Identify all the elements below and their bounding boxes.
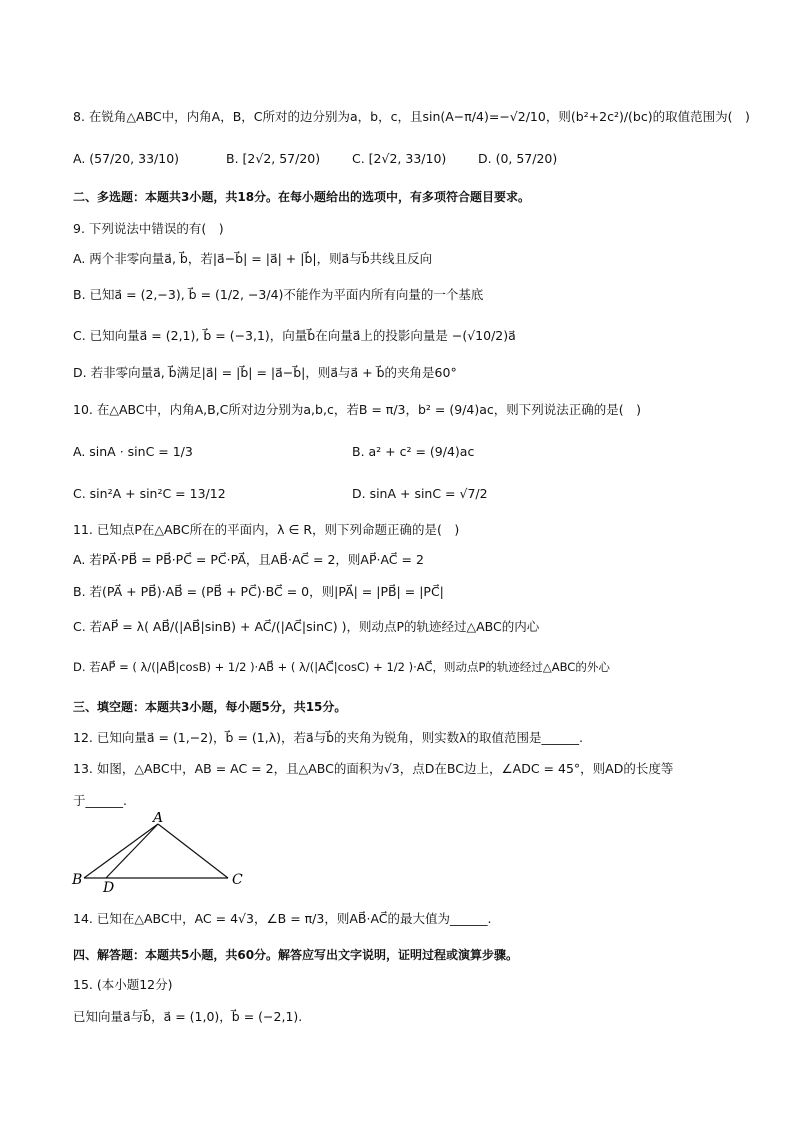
q9-option-b: B. 已知a⃗ = (2,−3), b⃗ = (1/2, −3/4)不能作为平面内所有向量的一个基底 <box>73 287 484 302</box>
q11-stem: 11. 已知点P在△ABC所在的平面内，λ ∈ R，则下列命题正确的是( ) <box>73 522 460 537</box>
q13-line2: 于______. <box>73 793 127 808</box>
q9-option-a: A. 两个非零向量a⃗, b⃗，若|a⃗−b⃗| = |a⃗| + |b⃗|，则a⃗与b⃗共线且反向 <box>73 251 433 266</box>
label-b: B <box>72 872 83 888</box>
q9-stem: 9. 下列说法中错误的有( ) <box>73 221 224 236</box>
q10-option-c: C. sin²A + sin²C = 13/12 <box>73 486 226 501</box>
label-c: C <box>232 872 243 888</box>
q8-stem: 8. 在锐角△ABC中，内角A，B，C所对的边分别为a，b，c，且sin(A−π/4)=−√2/10，则(b²+2c²)/(bc)的取值范围为( ) <box>73 109 750 124</box>
q15-text: 已知向量a⃗与b⃗，a⃗ = (1,0)，b⃗ = (−2,1). <box>73 1009 303 1024</box>
q8-option-a: A. (57/20, 33/10) <box>73 151 180 166</box>
q11-option-d: D. 若AP⃗ = ( λ/(|AB⃗|cosB) + 1/2 )·AB⃗ + ( λ/(|AC⃗|cosC) + 1/2 )·AC⃗，则动点P的轨迹经过△ABC的外心 <box>73 660 610 674</box>
segment-ad <box>106 824 158 878</box>
q15-header: 15. (本小题12分) <box>73 977 173 992</box>
section-heading-answer: 四、解答题：本题共5小题，共60分。解答应写出文字说明，证明过程或演算步骤。 <box>73 948 519 962</box>
q10-option-b: B. a² + c² = (9/4)ac <box>352 444 475 459</box>
section-heading-fill-in: 三、填空题：本题共3小题，每小题5分，共15分。 <box>73 700 347 714</box>
side-ab <box>84 824 158 878</box>
label-d: D <box>103 880 115 892</box>
q10-option-a: A. sinA · sinC = 1/3 <box>73 444 193 459</box>
q14-text: 14. 已知在△ABC中，AC = 4√3，∠B = π/3，则AB⃗·AC⃗的最大值为______. <box>73 911 492 926</box>
q10-option-d: D. sinA + sinC = √7/2 <box>352 486 488 501</box>
q13-line1: 13. 如图，△ABC中，AB = AC = 2，且△ABC的面积为√3，点D在BC边上，∠ADC = 45°，则AD的长度等 <box>73 761 674 776</box>
q11-option-a: A. 若PA⃗·PB⃗ = PB⃗·PC⃗ = PC⃗·PA⃗，且AB⃗·AC⃗ = 2，则AP⃗·AC⃗ = 2 <box>73 552 424 567</box>
q8-option-d: D. (0, 57/20) <box>478 151 558 166</box>
q12-text: 12. 已知向量a⃗ = (1,−2)，b⃗ = (1,λ)，若a⃗与b⃗的夹角为锐角，则实数λ的取值范围是______. <box>73 730 583 745</box>
label-a: A <box>153 812 164 826</box>
q8-option-b: B. [2√2, 57/20) <box>226 151 321 166</box>
section-heading-multiple-choice: 二、多选题：本题共3小题，共18分。在每小题给出的选项中，有多项符合题目要求。 <box>73 190 531 204</box>
triangle-figure <box>70 812 270 892</box>
q11-option-c: C. 若AP⃗ = λ( AB⃗/(|AB⃗|sinB) + AC⃗/(|AC⃗|sinC) )，则动点P的轨迹经过△ABC的内心 <box>73 619 540 634</box>
side-ac <box>158 824 228 878</box>
q8-option-c: C. [2√2, 33/10) <box>352 151 447 166</box>
q9-option-d: D. 若非零向量a⃗, b⃗满足|a⃗| = |b⃗| = |a⃗−b⃗|，则a⃗与a⃗ + b⃗的夹角是60° <box>73 365 457 380</box>
q11-option-b: B. 若(PA⃗ + PB⃗)·AB⃗ = (PB⃗ + PC⃗)·BC⃗ = 0，则|PA⃗| = |PB⃗| = |PC⃗| <box>73 584 444 599</box>
q10-stem: 10. 在△ABC中，内角A,B,C所对边分别为a,b,c，若B = π/3，b² = (9/4)ac，则下列说法正确的是( ) <box>73 402 642 417</box>
q9-option-c: C. 已知向量a⃗ = (2,1), b⃗ = (−3,1)，向量b⃗在向量a⃗上的投影向量是 −(√10/2)a⃗ <box>73 328 516 343</box>
